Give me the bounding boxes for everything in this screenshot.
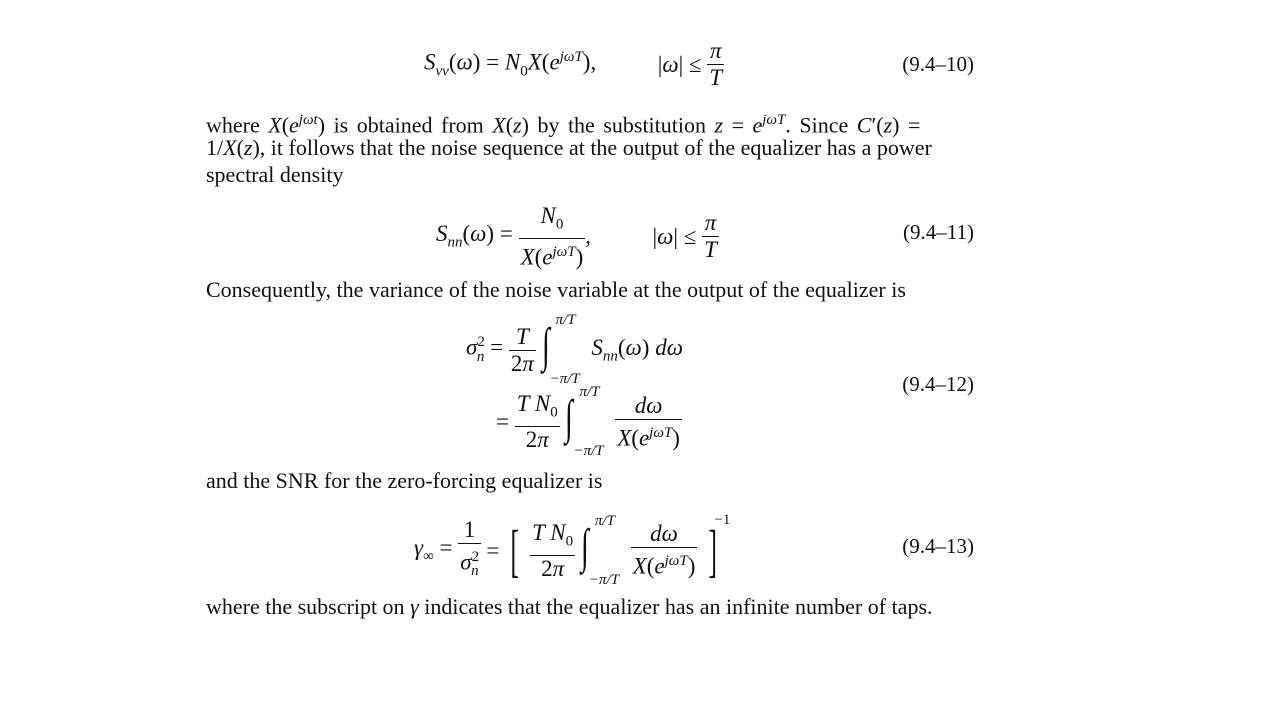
paragraph-line: and the SNR for the zero-forcing equalizer is (206, 468, 603, 493)
paragraph-line: Consequently, the variance of the noise variable at the output of the equalizer is (206, 277, 906, 302)
equation-number-9-4-11: (9.4–11) (903, 220, 974, 244)
paragraph-line: where $X(e^{j\omega t})$ is obtained from X(z) by the substitution $z = e^{j\omega T}$. Since C′(z) = (206, 112, 921, 138)
equation-9-4-10: $S_{vv}(\omega) = N_0X(e^{j\omega T})$, |ω| ≤ $\frac{\pi}{T}$ (424, 38, 723, 90)
equation-number-9-4-10: (9.4–10) (902, 52, 974, 76)
equation-number-9-4-13: (9.4–13) (902, 534, 974, 558)
paragraph-line: spectral density (206, 162, 344, 187)
equation-9-4-11: $S_{nn}(\omega)$ = $\frac{N_0}{X(e^{j\omega T})}$ , |ω| ≤ $\frac{\pi}{T}$ (436, 203, 717, 270)
paragraph-line: 1/X(z), it follows that the noise sequence at the output of the equalizer has a power (206, 135, 932, 160)
equation-number-9-4-12: (9.4–12) (902, 372, 974, 396)
paragraph-line: where the subscript on γ indicates that the equalizer has an infinite number of taps. (206, 594, 933, 619)
equation-9-4-12-line-2: = $\frac{T N_0}{2\pi}$ ∫ π/T −π/T $\frac{d\omega}{X(e^{j\omega T})}$ (496, 384, 680, 459)
equation-9-4-13: $\gamma_\infty$ = $\frac{1}{\sigma^2_n}$ = [ $\frac{T N_0}{2\pi}$ ∫ π/T −π/T $\frac{d\omega}{X(e^{j\omega T})}$ ]$^{-1}$ (414, 512, 731, 588)
equation-9-4-12-line-1: $\sigma^2_n$ = $\frac{T}{2\pi}$ ∫ π/T −π/T $S_{nn}(\omega)$ dω (466, 312, 683, 387)
